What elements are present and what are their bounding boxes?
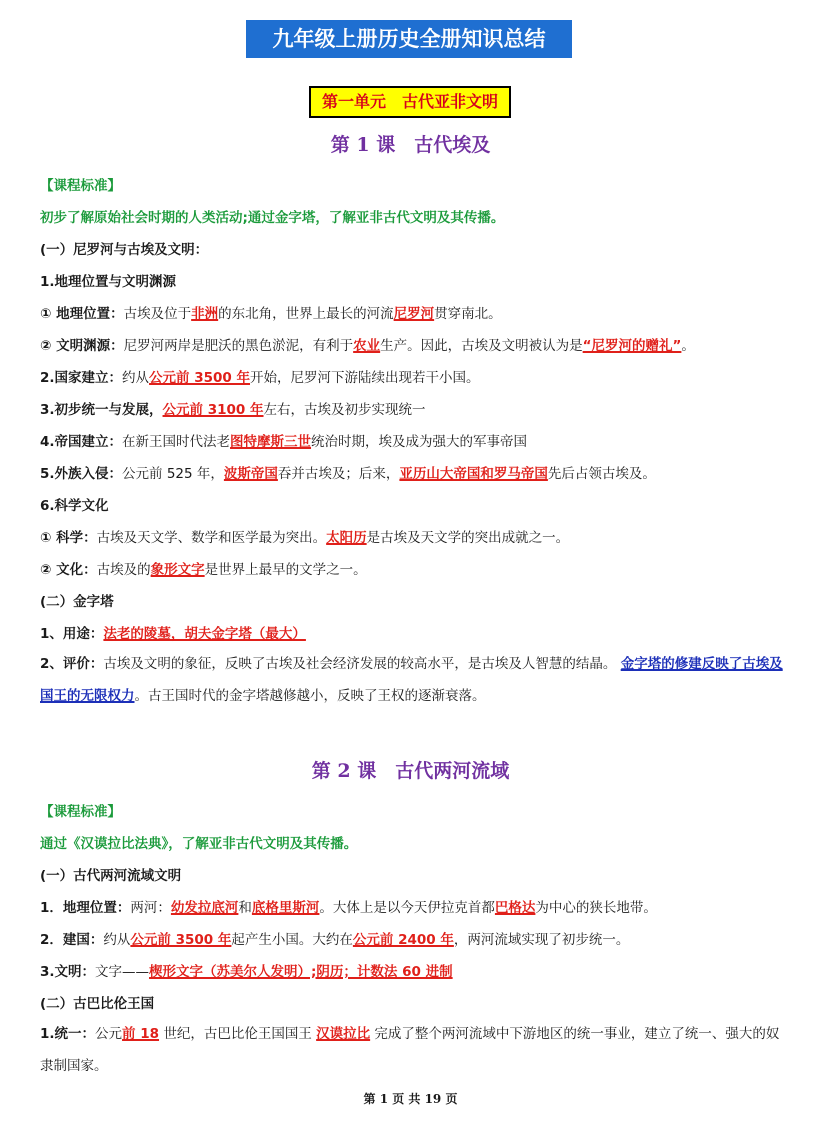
keyword: 非洲	[191, 306, 219, 322]
lesson2-standard-label: 【课程标准】	[40, 804, 121, 820]
lesson2-civ-line	[40, 960, 785, 980]
keyword: 象形文字	[150, 562, 205, 578]
keyword: 尼罗河	[393, 306, 435, 322]
label: 1.统一：	[40, 1026, 96, 1042]
text: 在新王国时代法老	[122, 434, 231, 450]
keyword: 法老的陵墓，胡夫金字塔（最大）	[103, 626, 306, 642]
label: 2、评价：	[40, 656, 104, 672]
lesson1-eval-paragraph	[40, 648, 785, 712]
text: 起产生小国。大约在	[231, 932, 353, 948]
text: 。大体上是以今天伊拉克首都	[319, 900, 495, 916]
text: 和	[238, 900, 252, 916]
keyword: 巴格达	[494, 900, 536, 916]
keyword: 公元前 2400 年	[352, 932, 454, 948]
label: 1．地理位置：	[40, 900, 131, 916]
lesson1-geo-line	[40, 302, 785, 322]
text: 吞并古埃及；后来，	[277, 466, 400, 482]
keyword: 太阳历	[326, 530, 367, 546]
label: 1、用途：	[40, 626, 104, 642]
keyword: 底格里斯河	[251, 900, 320, 916]
keyword: 波斯帝国	[223, 466, 278, 482]
keyword: 图特摩斯三世	[230, 434, 312, 450]
text: 贯穿南北。	[434, 306, 502, 322]
text: 为中心的狭长地带。	[535, 900, 657, 916]
label: ① 地理位置：	[40, 306, 124, 322]
label: ② 文明渊源：	[40, 338, 124, 354]
text: 尼罗河两岸是肥沃的黑色淤泥，有利于	[123, 338, 354, 354]
keyword: 金字塔的修建反映了古埃及国王的无限权力	[40, 656, 783, 704]
keyword: 幼发拉底河	[170, 900, 239, 916]
keyword: 汉谟拉比	[316, 1026, 371, 1042]
text: 约从	[122, 370, 150, 386]
lesson1-section2: (二）金字塔	[40, 594, 114, 610]
text: 世纪，古巴比伦王国国王	[159, 1026, 317, 1042]
keyword: 亚历山大帝国和罗马帝国	[399, 466, 548, 482]
keyword: “尼罗河的赠礼”	[582, 338, 682, 354]
text: 文字——	[95, 964, 150, 980]
text: 公元前 525 年，	[122, 466, 224, 482]
text: 开始，尼罗河下游陆续出现若干小国。	[250, 370, 480, 386]
lesson1-state-line	[40, 366, 785, 386]
lesson1-heading: 第 1 课 古代埃及	[330, 134, 491, 156]
page-footer: 第 1 页 共 19 页	[363, 1092, 458, 1106]
unit-title: 第一单元 古代亚非文明	[309, 86, 511, 118]
label: 2．建国：	[40, 932, 104, 948]
document-title: 九年级上册历史全册知识总结	[246, 20, 572, 58]
text: 古埃及位于	[123, 306, 192, 322]
text: 生产。因此，古埃及文明被认为是	[380, 338, 583, 354]
label: 4.帝国建立：	[40, 434, 123, 450]
text: 完成了整个两河流域中下游地区的统一事业，建立了统一、强大的奴隶制国家。	[40, 1026, 780, 1074]
label: ② 文化：	[40, 562, 97, 578]
label: 2.国家建立：	[40, 370, 123, 386]
lesson1-culture-line	[40, 558, 785, 578]
label: ① 科学：	[40, 530, 97, 546]
lesson2-section1: (一）古代两河流域文明	[40, 868, 182, 884]
lesson1-standard-text: 初步了解原始社会时期的人类活动;通过金字塔，了解亚非古代文明及其传播。	[40, 210, 505, 226]
text: 古埃及文明的象征，反映了古埃及社会经济发展的较高水平，是古埃及人智慧的结晶。	[103, 656, 621, 672]
lesson1-item6: 6.科学文化	[40, 498, 109, 514]
lesson1-invade-line	[40, 462, 785, 482]
keyword: 公元前 3500 年	[149, 370, 251, 386]
text: 先后占领古埃及。	[547, 466, 656, 482]
label: 3.文明：	[40, 964, 96, 980]
text: 约从	[103, 932, 131, 948]
lesson2-standard-text: 通过《汉谟拉比法典》，了解亚非古代文明及其传播。	[40, 836, 358, 852]
keyword: 楔形文字（苏美尔人发明）;阴历；计数法 60 进制	[149, 964, 453, 980]
lesson1-civ-line	[40, 334, 785, 354]
label: 3.初步统一与发展，	[40, 402, 163, 418]
text: 是世界上最早的文学之一。	[204, 562, 367, 578]
lesson2-geo-line	[40, 896, 785, 916]
text: 。古王国时代的金字塔越修越小，反映了王权的逐渐衰落。	[134, 688, 486, 704]
text: 的东北角，世界上最长的河流	[218, 306, 394, 322]
text: 公元	[95, 1026, 123, 1042]
lesson1-standard-label: 【课程标准】	[40, 178, 121, 194]
label: 5.外族入侵：	[40, 466, 123, 482]
lesson2-unify-paragraph	[40, 1018, 785, 1082]
lesson1-section1: (一）尼罗河与古埃及文明：	[40, 242, 209, 258]
lesson1-use-line	[40, 622, 785, 642]
lesson2-heading: 第 2 课 古代两河流域	[311, 760, 510, 782]
lesson1-science-line	[40, 526, 785, 546]
text: 是古埃及天文学的突出成就之一。	[366, 530, 570, 546]
keyword: 前 18	[122, 1026, 160, 1042]
lesson1-item1: 1.地理位置与文明渊源	[40, 274, 177, 290]
text: 左右，古埃及初步实现统一	[263, 402, 426, 418]
text: 。	[681, 338, 695, 354]
keyword: 农业	[353, 338, 381, 354]
keyword: 公元前 3500 年	[130, 932, 232, 948]
text: 古埃及天文学、数学和医学最为突出。	[96, 530, 327, 546]
text: 两河：	[130, 900, 171, 916]
keyword: 公元前 3100 年	[162, 402, 264, 418]
text: ，两河流域实现了初步统一。	[453, 932, 630, 948]
lesson2-section2: (二）古巴比伦王国	[40, 996, 155, 1012]
text: 古埃及的	[96, 562, 151, 578]
lesson2-found-line	[40, 928, 785, 948]
text: 统治时期，埃及成为强大的军事帝国	[311, 434, 528, 450]
lesson1-empire-line	[40, 430, 785, 450]
lesson1-unify-line	[40, 398, 785, 418]
